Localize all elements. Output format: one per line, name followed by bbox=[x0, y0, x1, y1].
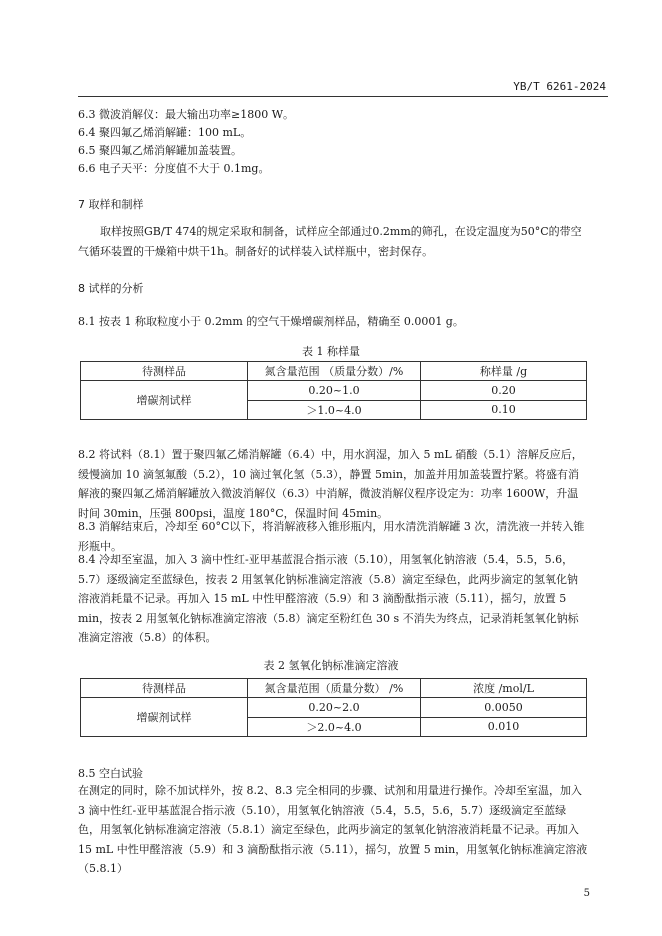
table-1 bbox=[80, 361, 587, 420]
document-code: YB/T 6261-2024 bbox=[513, 80, 606, 93]
table-cell-range: ＞2.0~4.0 bbox=[248, 717, 421, 737]
table-cell-range: ＞1.0~4.0 bbox=[248, 400, 421, 420]
paragraph-8-3: 8.3 消解结束后，冷却至 60°C以下，将消解液移入锥形瓶内，用水清洗消解罐 3 次，清洗液一并转入锥形瓶中。 bbox=[78, 520, 585, 553]
table-row bbox=[81, 381, 587, 401]
table-cell-range: 0.20~1.0 bbox=[248, 381, 421, 401]
table-1-caption: 表 1 称样量 bbox=[302, 345, 360, 358]
table-header-cell: 浓度 /mol/L bbox=[421, 679, 587, 698]
item-6-6: 6.6 电子天平：分度值不大于 0.1mg。 bbox=[78, 162, 270, 175]
table-header-cell: 称样量 /g bbox=[421, 362, 587, 381]
table-cell-value: 0.20 bbox=[421, 381, 587, 401]
table-cell-value: 0.010 bbox=[421, 717, 587, 737]
section-8-5-text: 在测定的同时，除不加试样外，按 8.2、8.3 完全相同的步骤、试剂和用量进行操作。冷却至室温，加入 3 滴中性红-亚甲基蓝混合指示液（5.10），用氢氧化钠溶液（5.4，5.5，5.6，5.7）逐级滴定至蓝绿色，用氢氧化钠标准滴定溶液（5.8.1）滴定至绿色，此两步滴定的氢氧化钠溶液消耗量不记录。再加入 15 mL 中性甲醛溶液（5.9）和 3 滴酚酞指示液（5.11），摇匀，放置 5 min，用氢氧化钠标准滴定溶液（5.8.1） bbox=[78, 784, 588, 875]
item-6-3: 6.3 微波消解仪：最大输出功率≥1800 W。 bbox=[78, 108, 295, 121]
paragraph-8-4: 8.4 冷却至室温，加入 3 滴中性红-亚甲基蓝混合指示液（5.10），用氢氧化钠溶液（5.4，5.5，5.6，5.7）逐级滴定至蓝绿色，按表 2 用氢氧化钠标准滴定溶液（5.8）滴定至绿色，此两步滴定的氢氧化钠溶液消耗量不记录。再加入 15 mL 中性甲醛溶液（5.9）和 3 滴酚酞指示液（5.11），摇匀，放置 5 min，按表 2 用氢氧化钠标准滴定溶液（5.8）滴定至粉红色 30 s 不消失为终点，记录消耗氢氧化钠标准滴定溶液（5.8）的体积。 bbox=[78, 553, 579, 644]
table-2-caption: 表 2 氢氧化钠标准滴定溶液 bbox=[263, 659, 399, 672]
section-8-5-title: 8.5 空白试验 bbox=[78, 767, 143, 780]
section-7-title: 7 取样和制样 bbox=[78, 198, 144, 211]
table-header-cell: 待测样品 bbox=[81, 362, 248, 381]
paragraph-8-2: 8.2 将试料（8.1）置于聚四氟乙烯消解罐（6.4）中，用水润湿，加入 5 mL 硝酸（5.1）溶解反应后，缓慢滴加 10 滴氢氟酸（5.2），10 滴过氧化氢（5.3），静置 5min，加盖并用加盖装置拧紧。将盛有消解液的聚四氟乙烯消解罐放入微波消解仪（6.3）中消解，微波消解仪程序设定为：功率 1600W，升温时间 30min，压强 800psi，温度 180°C，保温时间 45min。 bbox=[78, 448, 583, 520]
table-row bbox=[81, 679, 587, 698]
header-rule bbox=[78, 96, 608, 97]
table-row bbox=[81, 362, 587, 381]
page-number: 5 bbox=[583, 888, 590, 899]
table-cell-value: 0.0050 bbox=[421, 698, 587, 718]
table-cell-range: 0.20~2.0 bbox=[248, 698, 421, 718]
table-header-cell: 氮含量范围（质量分数） /% bbox=[248, 679, 421, 698]
table-header-cell: 氮含量范围 （质量分数）/% bbox=[248, 362, 421, 381]
section-8-title: 8 试样的分析 bbox=[78, 282, 144, 295]
section-7-text: 取样按照GB/T 474的规定采取和制备，试样应全部通过0.2mm的筛孔，在设定温度为50°C的带空气循环装置的干燥箱中烘干1h。制备好的试样装入试样瓶中，密封保存。 bbox=[78, 225, 582, 258]
table-cell-sample: 增碳剂试样 bbox=[81, 381, 248, 420]
paragraph-8-1: 8.1 按表 1 称取粒度小于 0.2mm 的空气干燥增碳剂样品，精确至 0.0001 g。 bbox=[78, 315, 464, 328]
table-2 bbox=[80, 678, 587, 737]
item-6-4: 6.4 聚四氟乙烯消解罐：100 mL。 bbox=[78, 126, 252, 139]
table-cell-value: 0.10 bbox=[421, 400, 587, 420]
table-row bbox=[81, 698, 587, 718]
table-cell-sample: 增碳剂试样 bbox=[81, 698, 248, 737]
table-header-cell: 待测样品 bbox=[81, 679, 248, 698]
item-6-5: 6.5 聚四氟乙烯消解罐加盖装置。 bbox=[78, 144, 242, 157]
